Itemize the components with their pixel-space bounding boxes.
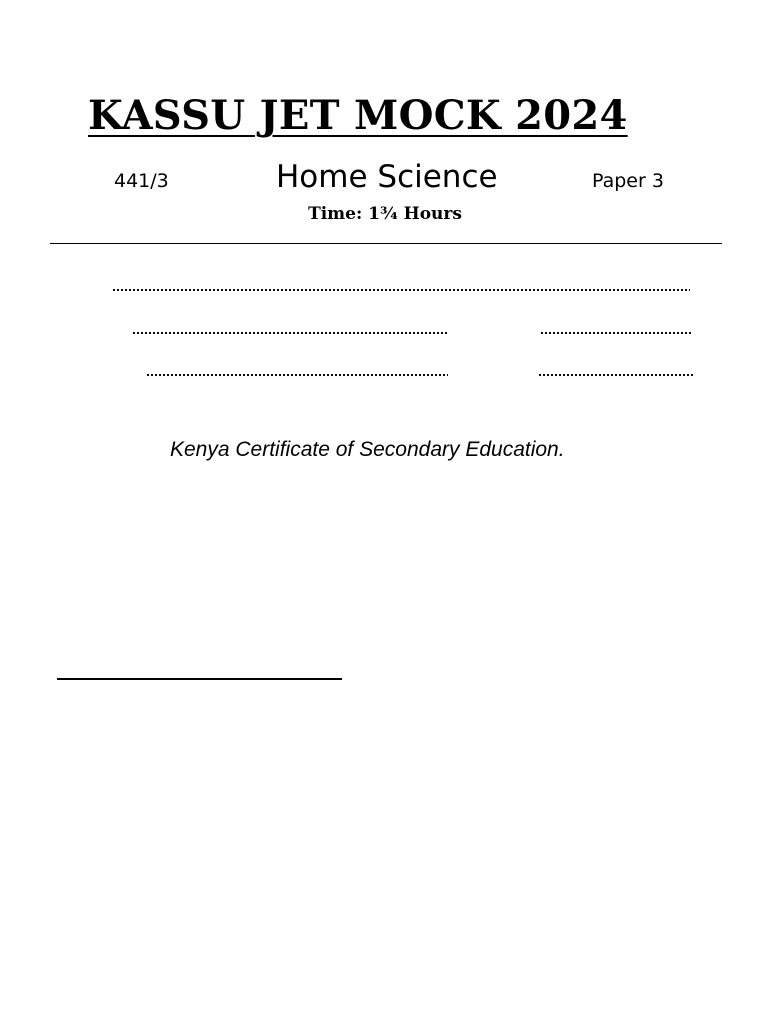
dotted-line-left (146, 371, 448, 379)
certificate-title: Kenya Certificate of Secondary Education. (170, 438, 565, 461)
dotted-line-full (112, 286, 690, 294)
exam-title: KASSU JET MOCK 2024 (88, 92, 628, 139)
dotted-line-left (132, 329, 448, 337)
header-divider (50, 243, 722, 244)
dotted-line-right (538, 371, 695, 379)
exam-duration: Time: 1¾ Hours (308, 204, 462, 224)
dotted-line-right (540, 329, 691, 337)
signature-line (57, 678, 342, 680)
paper-code: 441/3 (114, 170, 169, 192)
subject-name: Home Science (276, 159, 498, 195)
paper-number: Paper 3 (592, 170, 664, 192)
